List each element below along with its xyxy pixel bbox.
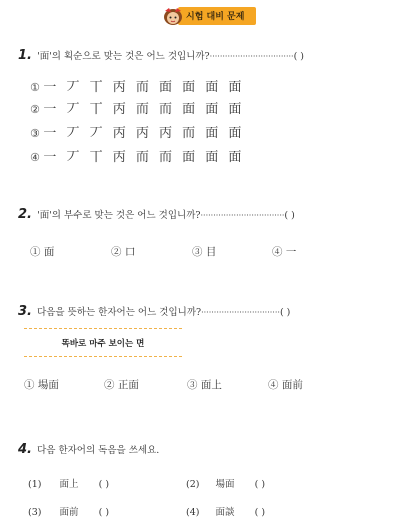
- q2-option-2[interactable]: ② 口: [111, 246, 136, 258]
- question-text: 다음을 뜻하는 한자어는 어느 것입니까?: [37, 307, 202, 318]
- hanja-word: 面前: [59, 507, 79, 518]
- q2-option-3[interactable]: ③ 目: [192, 246, 217, 258]
- item-mark: (3): [28, 507, 42, 518]
- q1-option-3[interactable]: [30, 122, 244, 141]
- leader-dots: ·································: [200, 211, 285, 220]
- question-number: 4.: [18, 442, 32, 457]
- answer-blank[interactable]: ( ): [279, 307, 291, 318]
- q4-item-1: [28, 476, 109, 490]
- answer-blank[interactable]: ( ): [98, 479, 110, 490]
- option-mark: ①: [30, 81, 40, 94]
- answer-blank[interactable]: ( ): [284, 210, 295, 221]
- leader-dots: ·································: [209, 52, 294, 61]
- q3-option-4[interactable]: ④ 面前: [268, 379, 303, 391]
- q4-item-2: [186, 476, 265, 490]
- stroke-sequence: 一 丆 丅 丙 而 而 面 面 面: [43, 150, 245, 165]
- hanja-word: 面上: [59, 479, 79, 490]
- question-1: [18, 44, 304, 63]
- mascot-icon: [162, 5, 184, 27]
- hanja-word: 面談: [215, 507, 235, 518]
- q3-option-1[interactable]: ① 場面: [24, 379, 59, 391]
- answer-blank[interactable]: ( ): [98, 507, 110, 518]
- answer-blank[interactable]: ( ): [293, 51, 305, 62]
- question-4: [18, 438, 159, 457]
- q3-option-3[interactable]: ③ 面上: [187, 379, 222, 391]
- question-text: '面'의 부수로 맞는 것은 어느 것입니까?: [37, 210, 201, 221]
- item-mark: (1): [28, 479, 42, 490]
- q4-item-4: [186, 504, 265, 518]
- q4-item-3: [28, 504, 109, 518]
- leader-dots: ·······························: [201, 308, 280, 317]
- stroke-sequence: 一 丆 丅 丙 而 面 面 面 面: [43, 80, 245, 95]
- question-number: 3.: [18, 304, 32, 319]
- answer-blank[interactable]: ( ): [254, 507, 266, 518]
- section-header: [162, 5, 258, 27]
- question-text: '面'의 획순으로 맞는 것은 어느 것입니까?: [37, 51, 210, 62]
- question-3: [18, 300, 290, 319]
- question-number: 2.: [18, 207, 32, 222]
- q1-option-2[interactable]: [30, 98, 244, 117]
- q3-option-2[interactable]: ② 正面: [104, 379, 139, 391]
- option-mark: ④: [30, 151, 40, 164]
- meaning-divider-top: [24, 328, 182, 329]
- q1-option-1[interactable]: [30, 76, 244, 95]
- stroke-sequence: 一 丆 丅 丙 而 而 面 面 面: [43, 102, 245, 117]
- question-text: 다음 한자어의 독음을 쓰세요.: [37, 445, 160, 456]
- stroke-sequence: 一 丆 丆 丙 丙 丙 而 面 面: [43, 126, 245, 141]
- q2-option-1[interactable]: ① 面: [30, 246, 55, 258]
- q1-option-4[interactable]: [30, 146, 244, 165]
- q2-option-4[interactable]: ④ 一: [272, 246, 297, 258]
- meaning-divider-bottom: [24, 356, 182, 357]
- option-mark: ②: [30, 103, 40, 116]
- meaning-box: 똑바로 마주 보이는 면: [61, 339, 145, 349]
- hanja-word: 場面: [215, 479, 235, 490]
- question-number: 1.: [18, 48, 32, 63]
- answer-blank[interactable]: ( ): [254, 479, 266, 490]
- option-mark: ③: [30, 127, 40, 140]
- item-mark: (4): [186, 507, 200, 518]
- question-2: [18, 203, 295, 222]
- item-mark: (2): [186, 479, 200, 490]
- header-title: 시험 대비 문제: [186, 12, 245, 22]
